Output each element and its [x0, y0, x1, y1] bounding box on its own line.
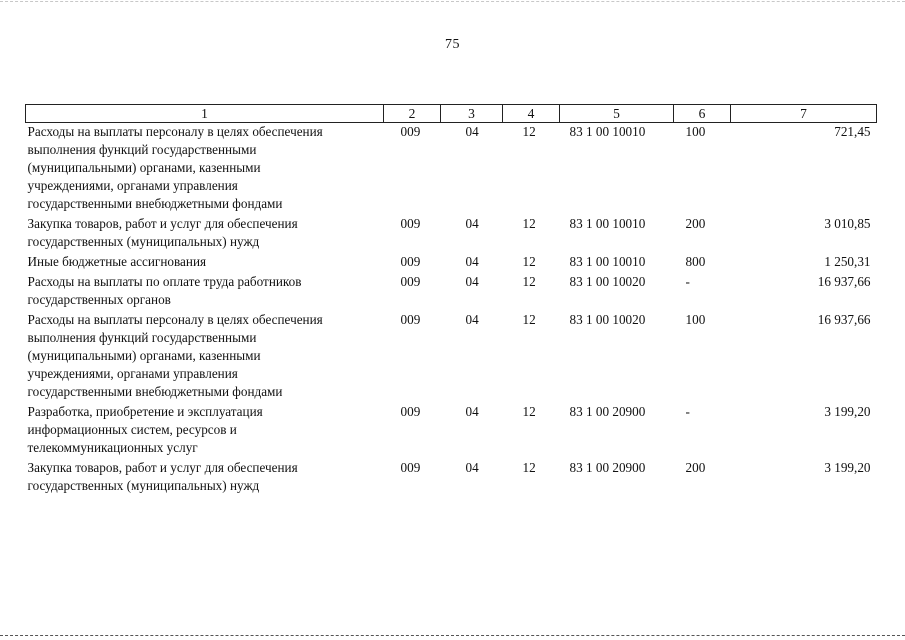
header-col-2: 2 — [384, 105, 441, 123]
row-subsection-code: 12 — [522, 274, 536, 289]
row-name — [26, 459, 384, 497]
row-expense-type: 100 — [685, 124, 706, 139]
row-amount: 16 937,66 — [817, 312, 871, 327]
row-expense-type: 100 — [685, 312, 706, 327]
row-name-line: Закупка товаров, работ и услуг для обеспечения — [27, 460, 298, 475]
row-subsection-code: 12 — [522, 460, 536, 475]
row-name-line: выполнения функций государственными — [27, 330, 257, 345]
row-name-line: информационных систем, ресурсов и — [27, 422, 237, 437]
row-subsection-code: 12 — [522, 124, 536, 139]
row-target-article: 83 1 00 10010 — [569, 254, 646, 269]
header-col-4: 4 — [503, 105, 560, 123]
table-header — [26, 105, 877, 123]
row-ministry-code: 009 — [400, 274, 421, 289]
row-name-line: государственными внебюджетными фондами — [27, 196, 283, 211]
row-name-line: учреждениями, органами управления — [27, 366, 238, 381]
row-name-line: Расходы на выплаты персоналу в целях обеспечения — [27, 124, 323, 139]
row-ministry-code: 009 — [400, 460, 421, 475]
row-name-line: телекоммуникационных услуг — [27, 440, 198, 455]
row-name-line: государственных (муниципальных) нужд — [27, 234, 260, 249]
row-amount: 1 250,31 — [824, 254, 871, 269]
row-target-article: 83 1 00 10020 — [569, 312, 646, 327]
table-row — [26, 403, 877, 459]
row-expense-type: 200 — [685, 460, 706, 475]
row-name-line: (муниципальными) органами, казенными — [27, 348, 261, 363]
row-amount: 3 010,85 — [824, 216, 871, 231]
row-name-line: (муниципальными) органами, казенными — [27, 160, 261, 175]
scan-top-edge — [0, 1, 905, 2]
row-expense-type: - — [685, 274, 690, 289]
row-expense-type: 800 — [685, 254, 706, 269]
row-section-code: 04 — [465, 274, 479, 289]
row-ministry-code: 009 — [400, 216, 421, 231]
header-col-3: 3 — [441, 105, 503, 123]
budget-table — [25, 104, 877, 497]
row-subsection-code: 12 — [522, 254, 536, 269]
row-name-line: Разработка, приобретение и эксплуатация — [27, 404, 263, 419]
row-name-line: Расходы на выплаты по оплате труда работников — [27, 274, 302, 289]
header-col-7: 7 — [731, 105, 877, 123]
row-name-line: Закупка товаров, работ и услуг для обеспечения — [27, 216, 298, 231]
row-ministry-code: 009 — [400, 312, 421, 327]
row-expense-type: 200 — [685, 216, 706, 231]
table-row — [26, 273, 877, 311]
header-row — [26, 105, 877, 123]
table-row — [26, 215, 877, 253]
header-col-1: 1 — [26, 105, 384, 123]
row-section-code: 04 — [465, 124, 479, 139]
row-ministry-code: 009 — [400, 254, 421, 269]
row-name-line: учреждениями, органами управления — [27, 178, 238, 193]
header-col-5: 5 — [560, 105, 674, 123]
row-name — [26, 403, 384, 459]
row-subsection-code: 12 — [522, 312, 536, 327]
table-row — [26, 123, 877, 216]
table-row — [26, 253, 877, 273]
table-row — [26, 311, 877, 403]
scan-bottom-edge — [0, 635, 905, 636]
row-target-article: 83 1 00 10010 — [569, 216, 646, 231]
row-target-article: 83 1 00 10010 — [569, 124, 646, 139]
row-name-line: Расходы на выплаты персоналу в целях обеспечения — [27, 312, 323, 327]
header-col-6: 6 — [674, 105, 731, 123]
row-target-article: 83 1 00 20900 — [569, 404, 646, 419]
row-name — [26, 273, 384, 311]
row-name — [26, 311, 384, 403]
row-name-line: Иные бюджетные ассигнования — [27, 254, 207, 269]
row-section-code: 04 — [465, 312, 479, 327]
row-amount: 16 937,66 — [817, 274, 871, 289]
row-expense-type: - — [685, 404, 690, 419]
row-name-line: государственных органов — [27, 292, 171, 307]
row-subsection-code: 12 — [522, 216, 536, 231]
row-ministry-code: 009 — [400, 124, 421, 139]
row-target-article: 83 1 00 20900 — [569, 460, 646, 475]
table-row — [26, 459, 877, 497]
row-name — [26, 123, 384, 216]
row-amount: 3 199,20 — [824, 460, 871, 475]
page-number: 75 — [445, 37, 460, 52]
row-amount: 721,45 — [834, 124, 871, 139]
row-section-code: 04 — [465, 460, 479, 475]
row-section-code: 04 — [465, 254, 479, 269]
row-name — [26, 215, 384, 253]
row-amount: 3 199,20 — [824, 404, 871, 419]
table-body — [26, 123, 877, 498]
row-target-article: 83 1 00 10020 — [569, 274, 646, 289]
row-section-code: 04 — [465, 404, 479, 419]
row-subsection-code: 12 — [522, 404, 536, 419]
row-name-line: выполнения функций государственными — [27, 142, 257, 157]
row-name-line: государственных (муниципальных) нужд — [27, 478, 260, 493]
row-name — [26, 253, 384, 273]
row-section-code: 04 — [465, 216, 479, 231]
row-name-line: государственными внебюджетными фондами — [27, 384, 283, 399]
row-ministry-code: 009 — [400, 404, 421, 419]
